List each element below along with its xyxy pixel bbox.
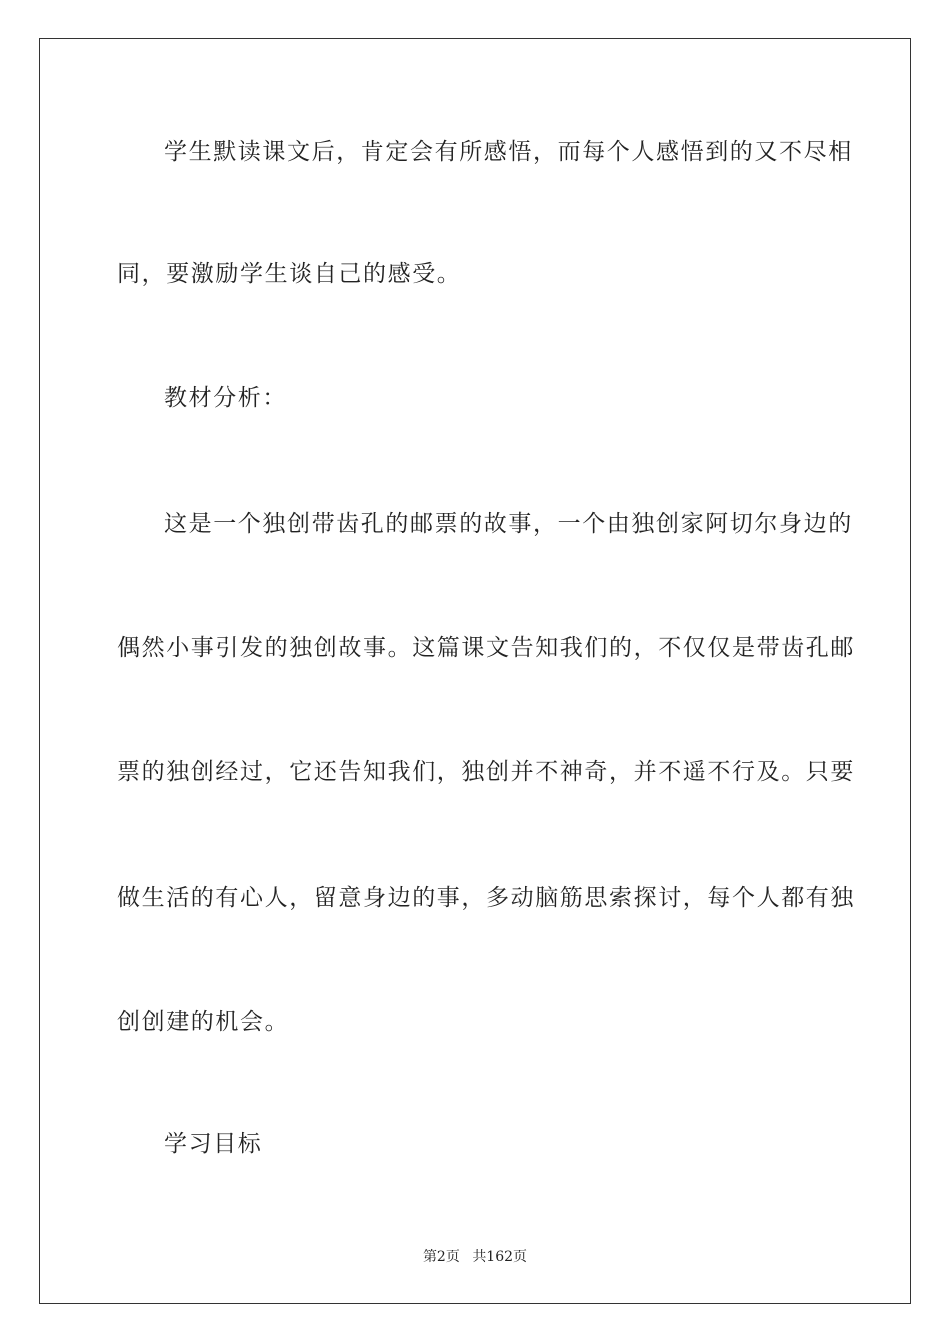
paragraph-line: 同，要激励学生谈自己的感受。 bbox=[117, 261, 462, 287]
paragraph-line: 做生活的有心人，留意身边的事，多动脑筋思索探讨，每个人都有独 bbox=[117, 885, 855, 911]
paragraph-line: 这是一个独创带齿孔的邮票的故事，一个由独创家阿切尔身边的 bbox=[164, 511, 853, 537]
page-total: 共162页 bbox=[472, 1249, 528, 1265]
page-footer bbox=[0, 1247, 950, 1267]
section-heading: 教材分析： bbox=[164, 385, 287, 411]
paragraph-line: 创创建的机会。 bbox=[117, 1009, 290, 1035]
page-number: 第2页 bbox=[422, 1249, 460, 1265]
paragraph-line: 学生默读课文后，肯定会有所感悟，而每个人感悟到的又不尽相 bbox=[164, 139, 853, 165]
paragraph-line: 偶然小事引发的独创故事。这篇课文告知我们的，不仅仅是带齿孔邮 bbox=[117, 635, 855, 661]
section-heading: 学习目标 bbox=[164, 1131, 263, 1157]
page-border bbox=[39, 38, 911, 1304]
paragraph-line: 票的独创经过，它还告知我们，独创并不神奇，并不遥不行及。只要 bbox=[117, 759, 855, 785]
